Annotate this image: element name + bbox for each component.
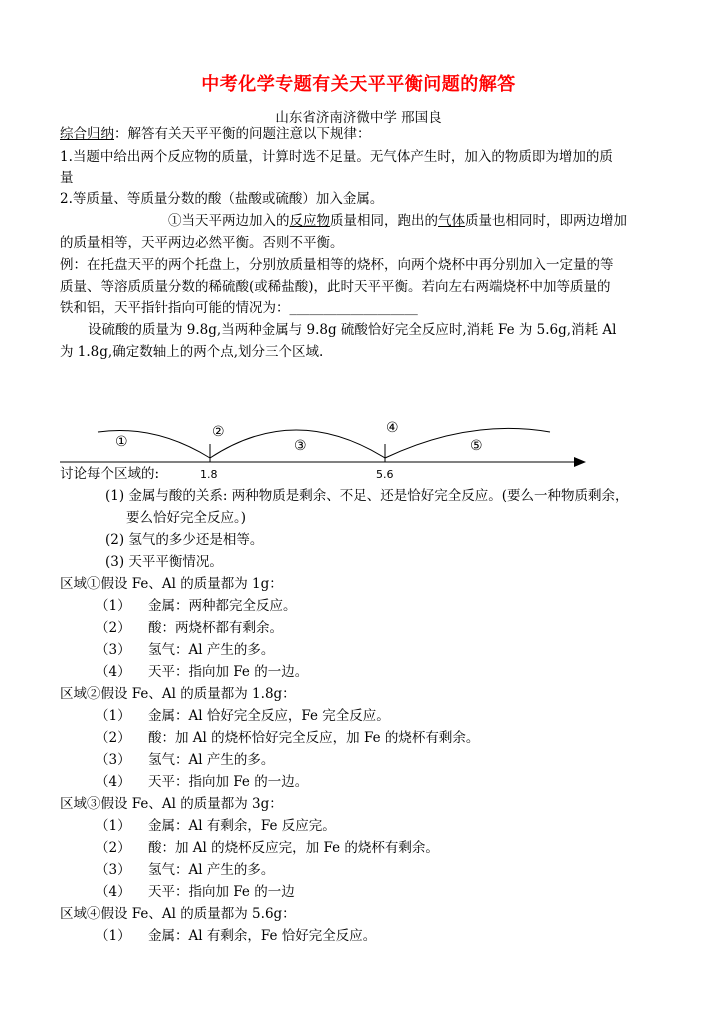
author-line: 山东省济南济微中学 邢国良: [275, 110, 442, 126]
discuss-item-1-line-1: (1) 金属与酸的关系: 两种物质是剩余、不足、还是恰好完全反应。(要么一种物质剩余，: [105, 488, 629, 504]
region-label-5: ⑤: [470, 438, 483, 454]
discuss-item-1-line-2: 要么恰好完全反应。): [126, 510, 247, 526]
example-line-3: 铁和铝，天平指针指向可能的情况为：___________________: [60, 300, 418, 316]
rule-2-sub-reactant: 反应物: [289, 213, 330, 229]
zone-3-item-3-num: （3）: [95, 862, 131, 878]
tick-label-a: 1.8: [200, 468, 218, 481]
zone-3-item-1-num: （1）: [95, 818, 131, 834]
zone-3-item-4-text: 天平：指向加 Fe 的一边: [148, 884, 295, 900]
summary-label: 综合归纳: [60, 126, 114, 142]
zone-4-header: 区域④假设 Fe、Al 的质量都为 5.6g：: [60, 906, 296, 922]
zone-1-header: 区域①假设 Fe、Al 的质量都为 1g：: [60, 576, 283, 592]
axis-arrow-icon: [574, 457, 586, 467]
summary-line: [60, 125, 371, 143]
zone-2-item-1-text: 金属：Al 恰好完全反应，Fe 完全反应。: [148, 708, 390, 724]
zone-2-item-4-num: （4）: [95, 774, 131, 790]
zone-3-item-1-text: 金属：Al 有剩余，Fe 反应完。: [148, 818, 336, 834]
zone-2-item-1-num: （1）: [95, 708, 131, 724]
region-label-4: ④: [386, 420, 399, 436]
zone-2-item-2-num: （2）: [95, 730, 131, 746]
region-label-2: ②: [212, 424, 225, 440]
zone-2-item-3-num: （3）: [95, 752, 131, 768]
zone-3-item-2-num: （2）: [95, 840, 131, 856]
zone-2-header: 区域②假设 Fe、Al 的质量都为 1.8g：: [60, 686, 296, 702]
rule-2: 2.等质量、等质量分数的酸（盐酸或硫酸）加入金属。: [60, 191, 384, 207]
zone-2-item-3-text: 氢气：Al 产生的多。: [148, 752, 275, 768]
example-line-2: 质量、等溶质质量分数的稀硫酸(或稀盐酸)，此时天平平衡。若向左右两端烧杯中加等质量的: [60, 279, 611, 295]
rule-1-line-2: 量: [60, 170, 74, 186]
zone-2-item-4-text: 天平：指向加 Fe 的一边。: [148, 774, 309, 790]
zone-3-item-2-text: 酸：加 Al 的烧杯反应完，加 Fe 的烧杯有剩余。: [148, 840, 439, 856]
zone-1-item-4-text: 天平：指向加 Fe 的一边。: [148, 664, 309, 680]
zone-1-item-1-num: （1）: [95, 598, 131, 614]
rule-2-sub-c: 质量相同，跑出的: [330, 213, 438, 229]
arc-region-5: [385, 428, 550, 458]
rule-2-sub-e: 质量也相同时，即两边增加: [465, 213, 627, 229]
discuss-item-2: (2) 氢气的多少还是相等。: [105, 532, 264, 548]
zone-1-item-2-text: 酸：两烧杯都有剩余。: [148, 620, 283, 636]
zone-1-item-1-text: 金属：两种都完全反应。: [148, 598, 297, 614]
discuss-item-3: (3) 天平平衡情况。: [105, 554, 223, 570]
zone-4-item-1-num: （1）: [95, 928, 131, 944]
tick-label-b: 5.6: [376, 468, 394, 481]
assume-line-1: 设硫酸的质量为 9.8g,当两种金属与 9.8g 硫酸恰好完全反应时,消耗 Fe 为 5.6g,消耗 Al: [88, 322, 617, 338]
zone-1-item-3-text: 氢气：Al 产生的多。: [148, 642, 275, 658]
rule-2-sub-gas: 气体: [438, 213, 465, 229]
zone-3-header: 区域③假设 Fe、Al 的质量都为 3g：: [60, 796, 283, 812]
page-title: 中考化学专题有关天平平衡问题的解答: [201, 74, 516, 95]
rule-2-sub-line-2: 的质量相等，天平两边必然平衡。否则不平衡。: [60, 235, 344, 251]
zone-4-item-1-text: 金属：Al 有剩余，Fe 恰好完全反应。: [148, 928, 377, 944]
discuss-label: 讨论每个区域的:: [60, 466, 160, 482]
region-label-1: ①: [115, 434, 128, 450]
zone-1-item-4-num: （4）: [95, 664, 131, 680]
example-line-1: 例：在托盘天平的两个托盘上，分别放质量相等的烧杯，向两个烧杯中再分别加入一定量的等: [60, 257, 614, 273]
summary-text: ：解答有关天平平衡的问题注意以下规律：: [114, 126, 371, 142]
zone-3-item-3-text: 氢气：Al 产生的多。: [148, 862, 275, 878]
zone-3-item-4-num: （4）: [95, 884, 131, 900]
zone-1-item-3-num: （3）: [95, 642, 131, 658]
rule-2-sub-a: ①当天平两边加入的: [168, 213, 290, 229]
zone-1-item-2-num: （2）: [95, 620, 131, 636]
rule-1-line-1: 1.当题中给出两个反应物的质量，计算时选不足量。无气体产生时，加入的物质即为增加的质: [60, 149, 613, 165]
region-label-3: ③: [294, 438, 307, 454]
rule-2-sub: [168, 212, 627, 230]
assume-line-2: 为 1.8g,确定数轴上的两个点,划分三个区域.: [60, 344, 324, 360]
zone-2-item-2-text: 酸：加 Al 的烧杯恰好完全反应，加 Fe 的烧杯有剩余。: [148, 730, 480, 746]
